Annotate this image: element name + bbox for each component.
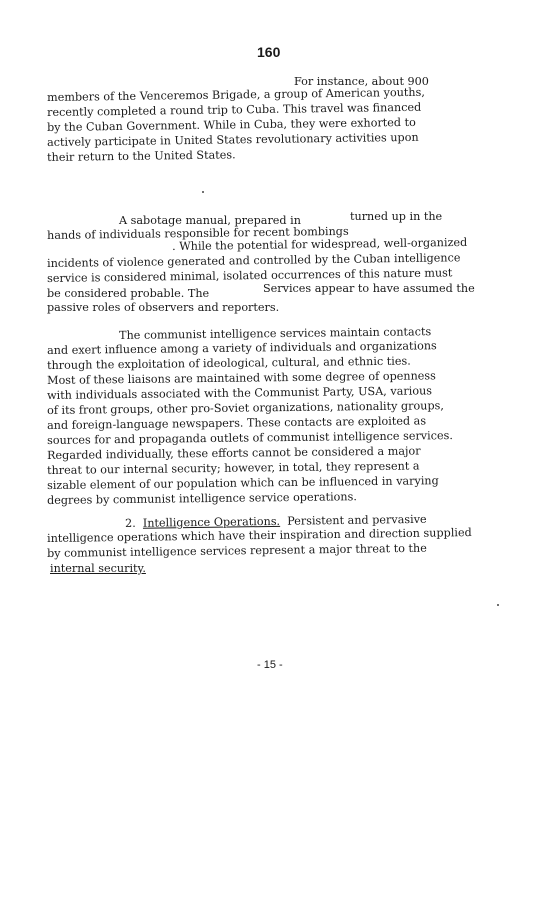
p3-line-6: of its front groups, other pro-Soviet organizations, nationality groups, [46, 399, 444, 417]
p2-line-2: hands of individuals responsible for recent bombings [46, 224, 349, 242]
page-number-top: 160 [257, 44, 281, 60]
p2-line-1b: turned up in the [350, 210, 443, 223]
p3-line-12: degrees by communist intelligence service operations. [46, 490, 357, 507]
p4-line-2: intelligence operations which have their inspiration and direction supplied [46, 526, 472, 545]
section-heading: Intelligence Operations. [142, 514, 281, 530]
p4-line-3: by communist intelligence services represent a major threat to the [46, 541, 427, 560]
p1-line-4: by the Cuban Government. While in Cuba, they were exhorted to [46, 115, 416, 134]
p1-line-1: For instance, about 900 [294, 75, 429, 88]
scan-speck [497, 604, 499, 606]
p2-line-4: incidents of violence generated and controlled by the Cuban intelligence [46, 251, 461, 270]
p2-line-1a: A sabotage manual, prepared in [119, 214, 301, 227]
p2-line-5: service is considered minimal, isolated occurrences of this nature must [46, 266, 453, 285]
p1-line-6: their return to the United States. [46, 148, 236, 164]
p3-line-3: through the exploitation of ideological, cultural, and ethnic ties. [46, 354, 411, 372]
p3-line-4: Most of these liaisons are maintained with some degree of openness [46, 369, 436, 387]
p2-line-7: passive roles of observers and reporters. [47, 301, 280, 314]
p3-line-10: threat to our internal security; however, in total, they represent a [46, 459, 420, 477]
p3-line-1: The communist intelligence services maintain contacts [118, 325, 432, 342]
p3-line-5: with individuals associated with the Communist Party, USA, various [46, 384, 433, 402]
p1-line-2: members of the Venceremos Brigade, a group of American youths, [46, 85, 425, 104]
p4-line-4: internal security. [50, 562, 146, 575]
p1-line-5: actively participate in United States revolutionary activities upon [46, 130, 419, 149]
p3-line-11: sizable element of our population which can be influenced in varying [46, 474, 439, 492]
page-number-bottom: - 15 - [257, 659, 283, 671]
p1-line-3: recently completed a round trip to Cuba. This travel was financed [46, 100, 422, 119]
p3-line-8: sources for and propaganda outlets of communist intelligence services. [46, 429, 453, 447]
p2-line-3: . While the potential for widespread, well-organized [171, 235, 468, 253]
scan-speck [202, 191, 204, 193]
p3-line-7: and foreign-language newspapers. These contacts are exploited as [46, 414, 427, 432]
p2-line-6b: Services appear to have assumed the [263, 282, 475, 295]
p2-line-6a: be considered probable. The [47, 287, 210, 300]
p3-line-2: and exert influence among a variety of individuals and organizations [46, 339, 437, 357]
p3-line-9: Regarded individually, these efforts cannot be considered a major [46, 444, 421, 462]
section-number: 2. [124, 516, 136, 530]
p4-line-1-text: Persistent and pervasive [287, 512, 427, 528]
